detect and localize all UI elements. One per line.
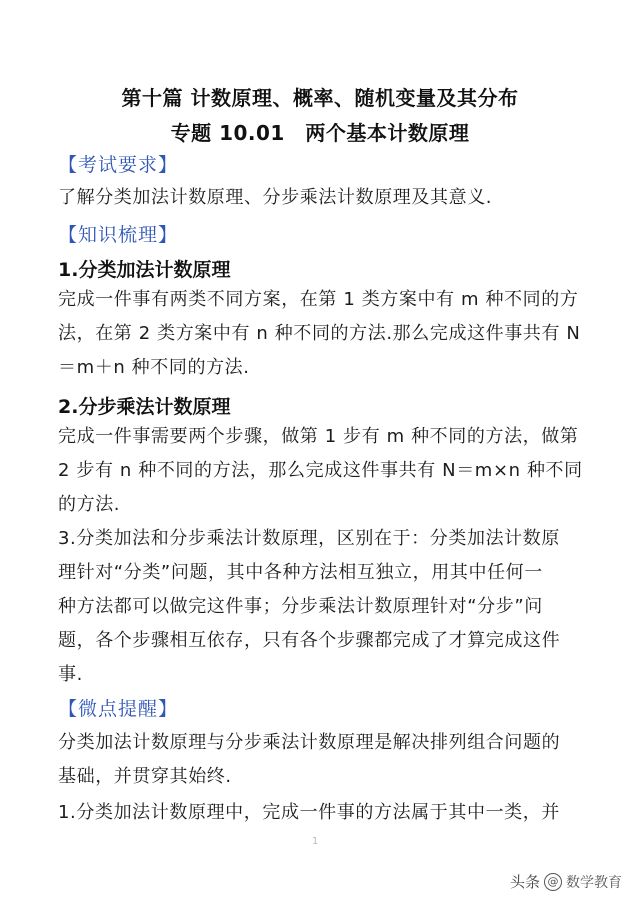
paragraph-difference — [58, 522, 588, 692]
paragraph-step — [58, 420, 588, 522]
paragraph-line: 题，各个步骤相互依存，只有各个步骤都完成了才算完成这件 — [58, 630, 561, 651]
topic-title: 专题 10.01 两个基本计数原理 — [170, 121, 470, 145]
exam-requirements-tag: 【考试要求】 — [58, 154, 179, 176]
paragraph-line: 基础，并贯穿其始终. — [58, 766, 232, 787]
paragraph-classification — [58, 283, 588, 385]
tips-tag: 【微点提醒】 — [58, 698, 179, 720]
watermark — [510, 871, 622, 892]
paragraph-line: 法，在第 2 类方案中有 n 种不同的方法.那么完成这件事共有 N — [58, 323, 581, 344]
paragraph-line: 的方法. — [58, 494, 121, 515]
watermark-author: 数学教育 — [566, 874, 622, 891]
paragraph-line: 3.分类加法和分步乘法计数原理，区别在于：分类加法计数原 — [58, 528, 560, 549]
paragraph-line: 2 步有 n 种不同的方法，那么完成这件事共有 N＝m×n 种不同 — [58, 460, 583, 481]
paragraph-line: ＝m＋n 种不同的方法. — [58, 357, 250, 378]
paragraph-line: 完成一件事有两类不同方案，在第 1 类方案中有 m 种不同的方 — [58, 289, 579, 310]
heading-classification-principle: 1.分类加法计数原理 — [58, 259, 231, 281]
chapter-title: 第十篇 计数原理、概率、随机变量及其分布 — [121, 86, 519, 110]
paragraph-line: 理针对“分类”问题，其中各种方法相互独立，用其中任何一 — [58, 562, 543, 583]
at-icon: @ — [544, 873, 562, 891]
paragraph-line: 事. — [58, 664, 83, 685]
paragraph-line: 分类加法计数原理与分步乘法计数原理是解决排列组合问题的 — [58, 732, 561, 753]
paragraph-line: 1.分类加法计数原理中，完成一件事的方法属于其中一类，并 — [58, 802, 560, 823]
paragraph-tip-1 — [58, 796, 588, 830]
toutiao-logo: 头条 — [509, 873, 540, 891]
paragraph-tips — [58, 726, 588, 794]
heading-step-principle: 2.分步乘法计数原理 — [58, 396, 231, 418]
exam-requirements-text: 了解分类加法计数原理、分步乘法计数原理及其意义. — [58, 187, 493, 208]
paragraph-line: 完成一件事需要两个步骤，做第 1 步有 m 种不同的方法，做第 — [58, 426, 579, 447]
paragraph-line: 种方法都可以做完这件事；分步乘法计数原理针对“分步”问 — [58, 596, 543, 617]
page-number: 1 — [312, 836, 319, 847]
knowledge-tag: 【知识梳理】 — [58, 224, 179, 246]
